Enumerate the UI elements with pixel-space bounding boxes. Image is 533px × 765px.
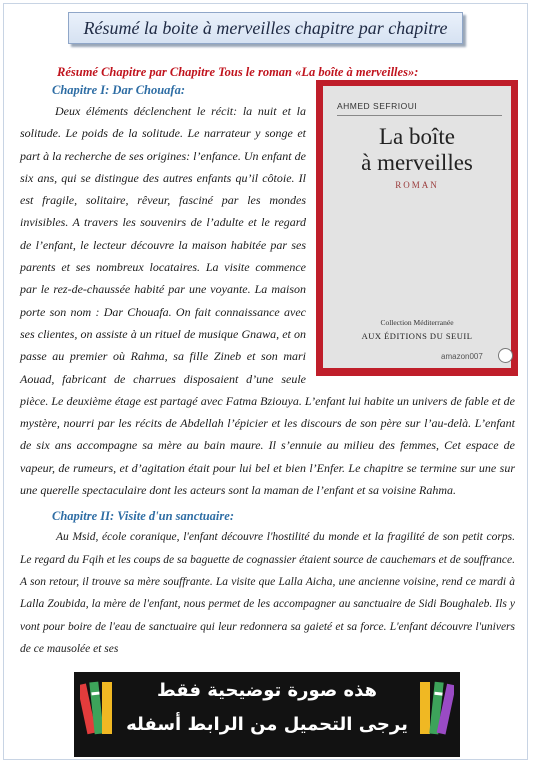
cover-collection: Collection Méditerranée [380, 318, 454, 327]
chapter2-heading: Chapitre II: Visite d'un sanctuaire: [52, 509, 234, 524]
chapter1-text: Deux éléments déclenchent le récit: la nuit et la solitude. Le poids de la solitude. Le narrateur y songe et part à la recherche de ses origines: l’enfance. Un enfant de six ans, qui se distingue des autres enfants qu’il côtoie. Il est fragile, solitaire, rêveur, fasciné par les mondes invisibles. A travers les souvenirs de l’adulte et le regard de l’enfant, le lecteur découvre la maison habitée par ses parents et ses nombreux locataires. La visite commence par le rez-de-chaussée habité par une voyante. La maison porte son nom : Dar Chouafa. On fait connaissance avec ses clientes, on assiste à un rituel de musique Gnawa, et on passe au premier où Rahma, sa fille Zineb et son mari Aouad, fabricant de charrues disposaient d’une seule pièce. Le deuxième étage est partagé avec Fatma Bziouya. L’enfant lui habite un univers de fable et de mystère, nourri par les récits de Abdellah l’épicier et les discours de son père sur l’au-delà. L’enfant de six ans accompagne sa mère au bain maure. Il s’ennuie au milieu des femmes, Cet espace de vapeur, de rumeurs, et d’agitation était pour lui bel et bien l’Enfer. Le chapitre se termine sur une sur une querelle spectaculaire dont les acteurs sont la maman de l’enfant et sa voisine Rahma. [20, 104, 515, 498]
cover-rule [337, 115, 502, 116]
page-title: Résumé la boite à merveilles chapitre par chapitre [83, 17, 448, 38]
cover-author: AHMED SEFRIOUI [337, 101, 418, 111]
cover-genre: ROMAN [395, 180, 439, 190]
document-body [20, 63, 515, 660]
intro-heading: Résumé Chapitre par Chapitre Tous le roman «La boîte à merveilles»: [57, 65, 419, 79]
cover-title-line1: La boîte [379, 124, 455, 149]
cover-stamp-icon [498, 348, 513, 363]
book-cover-panel [323, 86, 511, 368]
cover-watermark: amazon007 [441, 352, 483, 361]
notice-line1: هذه صورة توضيحية فقط [156, 680, 377, 701]
cover-title-line2: à merveilles [361, 150, 473, 175]
cover-publisher: AUX ÉDITIONS DU SEUIL [361, 331, 473, 341]
download-notice-overlay[interactable] [74, 672, 460, 757]
chapter1-heading: Chapitre I: Dar Chouafa: [52, 83, 186, 97]
books-right-icon [416, 678, 454, 738]
title-banner [68, 12, 463, 44]
chapter2-text: Au Msid, école coranique, l'enfant découvre l'hostilité du monde et la fragilité de son petit corps. Le regard du Fqih et les coups de sa baguette de cognassier étaient source de cauchemars et de souffrance. A son retour, il trouve sa mère souffrante. La visite que Lalla Aicha, une ancienne voisine, rend ce mardi à Lalla Zoubida, la mère de l'enfant, nous permet de les accompagner au sanctuaire de Sidi Boughaleb. Ils y vont pour boire de l'eau de sanctuaire qui leur redonnera sa gaieté et sa force. L'enfant découvre l'univers de ce mausolée et ses [20, 531, 515, 655]
books-left-icon [80, 678, 118, 738]
notice-line2: يرجى التحميل من الرابط أسفله [126, 714, 408, 735]
book-cover-image [316, 80, 518, 376]
